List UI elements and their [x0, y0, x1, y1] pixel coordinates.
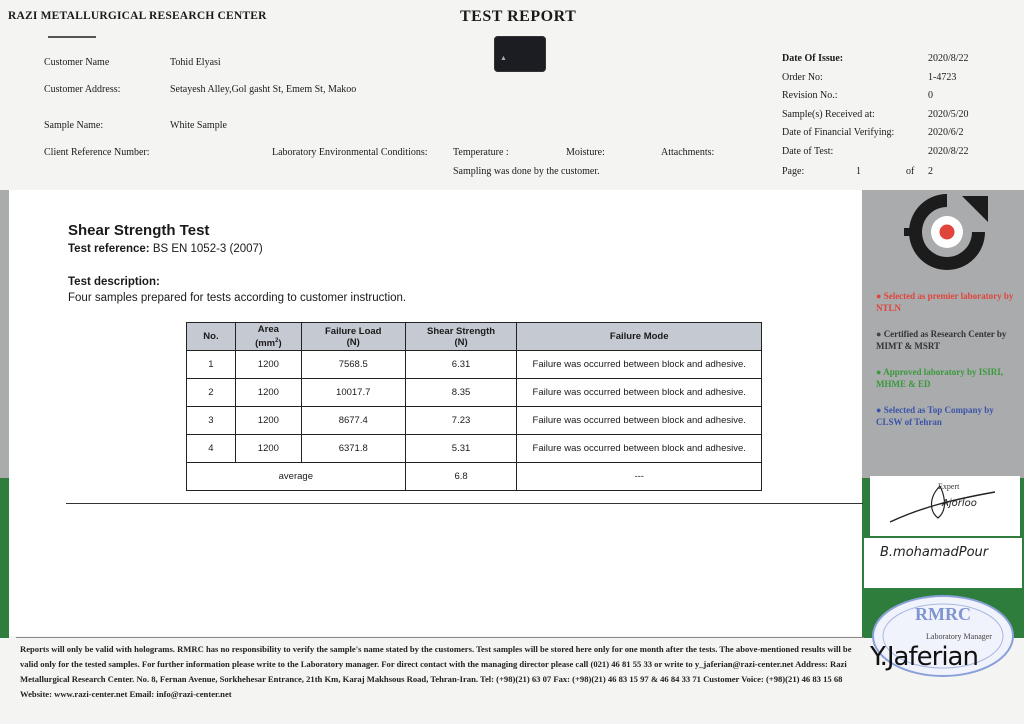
cell-area: 1200 — [235, 435, 301, 463]
samples-received-label: Sample(s) Received at: — [782, 109, 875, 120]
lab-manager-label: Laboratory Manager — [926, 632, 992, 641]
financial-verifying-label: Date of Financial Verifying: — [782, 127, 895, 138]
test-description: Four samples prepared for tests according to customer instruction. — [68, 292, 407, 304]
average-row — [187, 463, 762, 491]
bullet-icon: ● — [876, 329, 882, 339]
table-row — [187, 351, 762, 379]
customer-address-label: Customer Address: — [44, 84, 121, 95]
test-description-heading: Test description: — [68, 276, 160, 288]
cert-clsw — [876, 404, 1018, 428]
org-underline — [48, 36, 96, 38]
cert-ntln — [876, 290, 1018, 314]
table-row — [187, 435, 762, 463]
header-load-label: Failure Load — [324, 325, 382, 337]
content-divider — [66, 503, 863, 504]
cert-clsw-text: Selected as Top Company by CLSW of Tehran — [876, 405, 994, 427]
organization-name: RAZI METALLURGICAL RESEARCH CENTER — [8, 10, 267, 22]
page-current: 1 — [856, 166, 861, 177]
customer-name-value: Tohid Elyasi — [170, 57, 221, 68]
test-reference — [68, 243, 263, 255]
cert-ntln-text: Selected as premier laboratory by NTLN — [876, 291, 1014, 313]
stamp-text: RMRC — [915, 604, 971, 624]
order-no-label: Order No: — [782, 72, 823, 83]
sample-name-value: White Sample — [170, 120, 227, 131]
expert-label: Expert — [938, 482, 960, 491]
expert-signature-block — [870, 476, 1020, 536]
hologram-seal — [494, 36, 546, 72]
header-area-unit-base: (mm — [255, 337, 276, 349]
header-failure-load — [301, 323, 405, 351]
revision-no-label: Revision No.: — [782, 90, 838, 101]
header-load-unit: (N) — [346, 336, 360, 348]
cert-isiri — [876, 366, 1018, 390]
average-label: average — [187, 463, 406, 491]
test-title: Shear Strength Test — [68, 222, 210, 239]
cell-shear: 5.31 — [405, 435, 517, 463]
header-area-unit-exp: 2 — [275, 337, 279, 344]
cell-shear: 6.31 — [405, 351, 517, 379]
average-value: 6.8 — [405, 463, 517, 491]
average-mode: --- — [517, 463, 762, 491]
footer-divider — [16, 637, 864, 638]
date-of-issue-value: 2020/8/22 — [928, 53, 969, 64]
cert-isiri-text: Approved laboratory by ISIRI, MHME & ED — [876, 367, 1004, 389]
header-shear-unit: (N) — [454, 336, 468, 348]
cell-area: 1200 — [235, 407, 301, 435]
test-reference-value: BS EN 1052-3 (2007) — [152, 243, 263, 255]
header-area-unit — [255, 338, 282, 349]
cell-mode: Failure was occurred between block and adhesive. — [517, 435, 762, 463]
cell-shear: 7.23 — [405, 407, 517, 435]
customer-name-label: Customer Name — [44, 57, 110, 68]
page-label: Page: — [782, 166, 805, 177]
header-area — [235, 323, 301, 351]
cell-mode: Failure was occurred between block and adhesive. — [517, 351, 762, 379]
report-title: TEST REPORT — [460, 8, 577, 25]
client-reference-label: Client Reference Number: — [44, 147, 150, 158]
cell-shear: 8.35 — [405, 379, 517, 407]
cert-mimt — [876, 328, 1018, 352]
order-no-value: 1-4723 — [928, 72, 957, 83]
cell-load: 8677.4 — [301, 407, 405, 435]
cell-mode: Failure was occurred between block and adhesive. — [517, 407, 762, 435]
results-table — [186, 322, 762, 491]
second-signature: B.mohamadPour — [880, 545, 989, 560]
cell-load: 10017.7 — [301, 379, 405, 407]
header-shear-strength — [405, 323, 517, 351]
cell-no: 4 — [187, 435, 236, 463]
manager-signature: Y.Jaferian — [870, 642, 978, 672]
lab-env-label: Laboratory Environmental Conditions: — [272, 147, 428, 158]
header-failure-mode: Failure Mode — [517, 323, 762, 351]
left-border-green — [0, 478, 9, 638]
sampling-note: Sampling was done by the customer. — [453, 166, 600, 177]
left-border-gray — [0, 190, 9, 478]
cell-area: 1200 — [235, 379, 301, 407]
expert-signature: Ajorloo — [942, 498, 977, 509]
header-area-unit-close: ) — [278, 337, 282, 349]
cell-mode: Failure was occurred between block and adhesive. — [517, 379, 762, 407]
cell-no: 1 — [187, 351, 236, 379]
test-reference-label: Test reference: — [68, 243, 150, 255]
temperature-label: Temperature : — [453, 147, 509, 158]
cell-no: 2 — [187, 379, 236, 407]
cell-area: 1200 — [235, 351, 301, 379]
page-of: of — [906, 166, 915, 177]
moisture-label: Moisture: — [566, 147, 605, 158]
attachments-label: Attachments: — [661, 147, 715, 158]
date-of-test-label: Date of Test: — [782, 146, 834, 157]
revision-no-value: 0 — [928, 90, 933, 101]
page-total: 2 — [928, 166, 933, 177]
hologram-mark: ▲ — [500, 54, 507, 62]
financial-verifying-value: 2020/6/2 — [928, 127, 964, 138]
cell-load: 7568.5 — [301, 351, 405, 379]
table-row — [187, 407, 762, 435]
date-of-test-value: 2020/8/22 — [928, 146, 969, 157]
bullet-icon: ● — [876, 291, 882, 301]
footer-disclaimer: Reports will only be valid with holograms. RMRC has no responsibility to verify the sample's name stated by the customers. Test samples will be stored here only for one month after the tests. The above-mentioned results will be valid only for the tested samples. For further information please write to the Laboratory manager. For direct contact with the managing director please call (021) 46 81 55 33 or write to y_jaferian@razi-center.net Address: Razi Metallurgical Research Center. No. 8, Fernan Avenue, Sorkhehesar Entrance, 21th Km, Karaj Makhsous Road, Tehran-Iran. Tel: (+98)(21) 63 07 Fax: (+98)(21) 46 83 15 97 & 46 84 33 71 Customer Voice: (+98)(21) 46 83 15 68 Website: www.razi-center.net Email: info@razi-center.net — [20, 644, 852, 699]
customer-address-value: Setayesh Alley,Gol gasht St, Emem St, Makoo — [170, 84, 357, 95]
date-of-issue-label: Date Of Issue: — [782, 53, 844, 64]
bullet-icon: ● — [876, 405, 882, 415]
cell-load: 6371.8 — [301, 435, 405, 463]
header-no: No. — [187, 323, 236, 351]
table-row — [187, 379, 762, 407]
header-shear-label: Shear Strength — [426, 325, 496, 337]
sample-name-label: Sample Name: — [44, 120, 104, 131]
cell-no: 3 — [187, 407, 236, 435]
bullet-icon: ● — [876, 367, 882, 377]
rmrc-logo-icon — [902, 188, 992, 274]
cert-mimt-text: Certified as Research Center by MIMT & MSRT — [876, 329, 1007, 351]
samples-received-value: 2020/5/20 — [928, 109, 969, 120]
table-header-row — [187, 323, 762, 351]
header-area-label: Area — [257, 324, 279, 336]
